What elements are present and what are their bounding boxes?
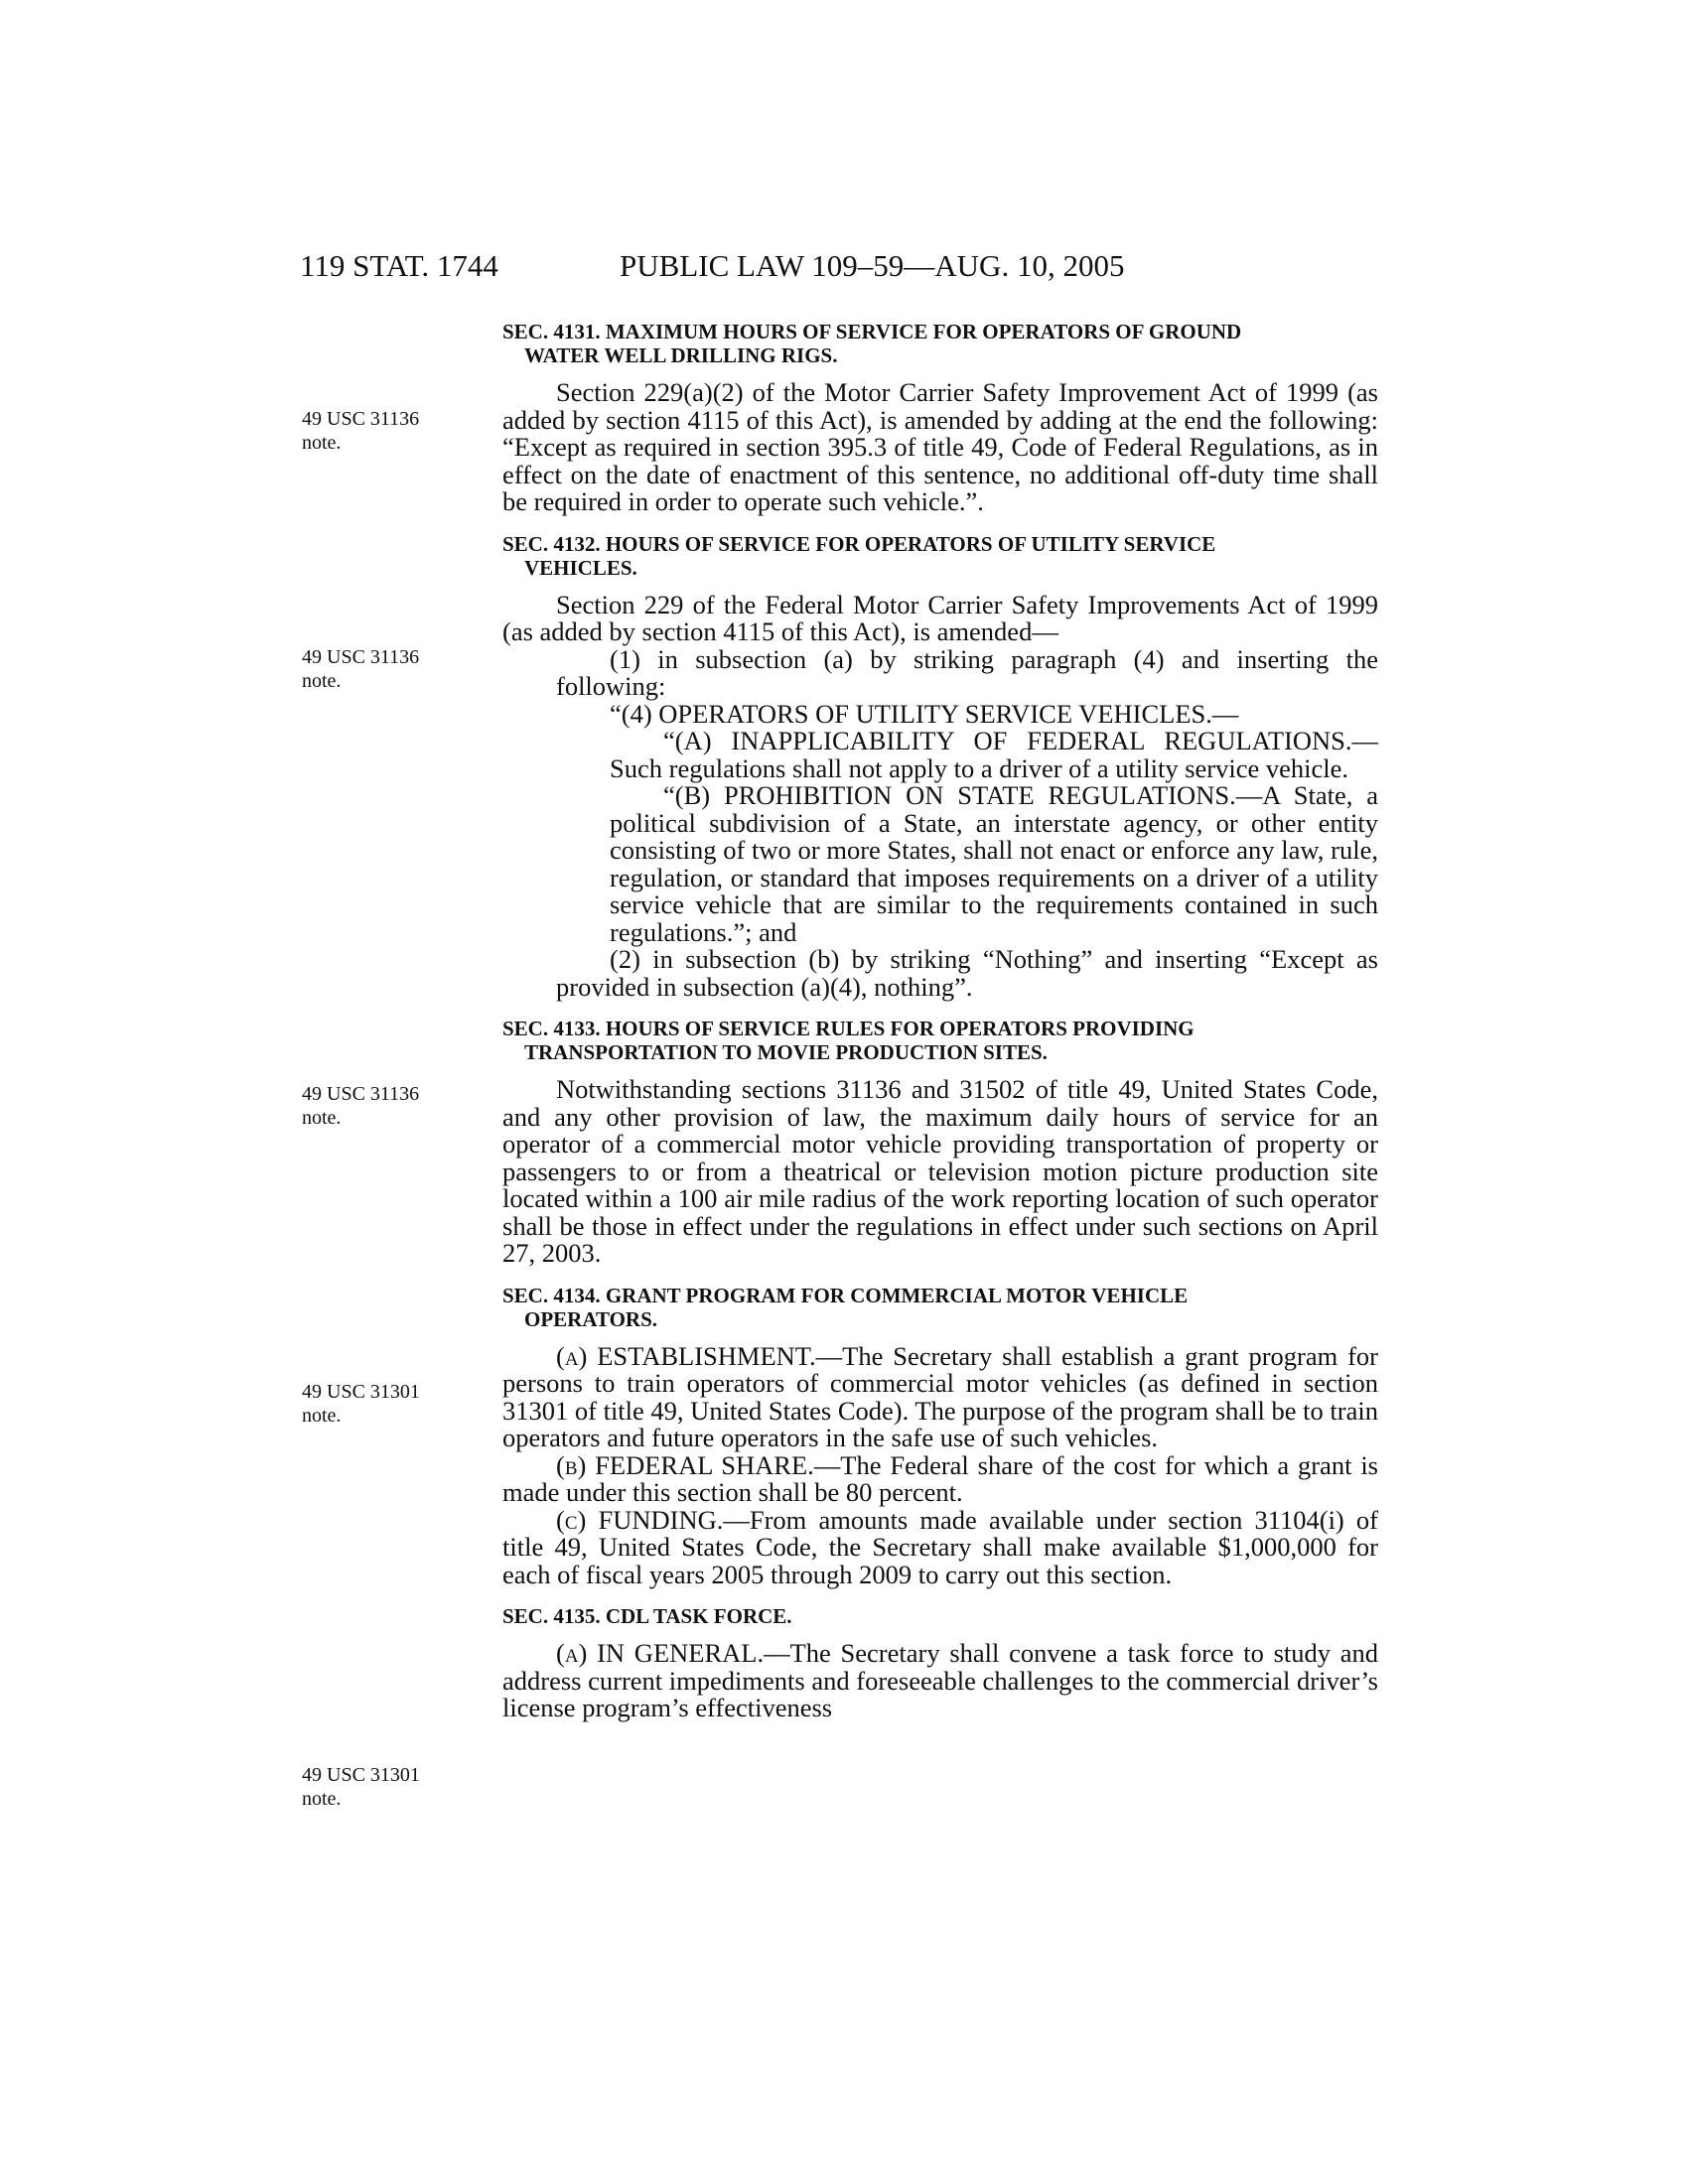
section-4134-subsection-b: (b) FEDERAL SHARE.—The Federal share of the cost for which a grant is made under this section shall be 80 percent. <box>502 1449 1378 1507</box>
section-heading-4131: SEC. 4131. MAXIMUM HOURS OF SERVICE FOR OPERATORS OF GROUND WATER WELL DRILLING RIGS. <box>502 320 1242 367</box>
margin-note-citation: 49 USC 31301 <box>302 1764 420 1786</box>
section-4134-subsection-c: (c) FUNDING.—From amounts made available under section 31104(i) of title 49, United States Code, the Secretary shall make available $1,000,000 for each of fiscal years 2005 through 2009 to carry out this section. <box>502 1504 1378 1589</box>
margin-note-label: note. <box>302 670 342 692</box>
document-body <box>502 320 1378 1722</box>
section-4132-intro: Section 229 of the Federal Motor Carrier Safety Improvements Act of 1999 (as added by section 4115 of this Act), is amended— <box>502 589 1378 646</box>
margin-note <box>302 1082 471 1130</box>
margin-note-label: note. <box>302 1405 342 1427</box>
statute-page-reference: 119 STAT. 1744 <box>300 248 498 283</box>
law-title: PUBLIC LAW 109–59—AUG. 10, 2005 <box>620 248 1125 283</box>
section-4133-text: Notwithstanding sections 31136 and 31502 of title 49, United States Code, and any other provision of law, the maximum daily hours of service for an operator of a commercial motor vehicle providing transportation of property or passengers to or from a theatrical or television motion picture production site located within a 100 air mile radius of the work reporting location of such operator shall be those in effect under the regulations in effect under such sections on April 27, 2003. <box>502 1074 1378 1268</box>
section-4134-subsection-a: (a) ESTABLISHMENT.—The Secretary shall establish a grant program for persons to train operators of commercial motor vehicles (as defined in section 31301 of title 49, United States Code). The purpose of the program shall be to train operators and future operators in the safe use of such vehicles. <box>502 1340 1379 1452</box>
subparagraph-a: “(A) INAPPLICABILITY OF FEDERAL REGULATIONS.—Such regulations shall not apply to a driver of a utility service vehicle. <box>610 726 1378 783</box>
subparagraph-b: “(B) PROHIBITION ON STATE REGULATIONS.—A State, a political subdivision of a State, an interstate agency, or other entity consisting of two or more States, shall not enact or enforce any law, rule, regulation, or standard that imposes requirements on a driver of a utility service vehicle that are similar to the requirements contained in such regulations.”; and <box>610 780 1378 947</box>
margin-note-citation: 49 USC 31136 <box>302 408 420 430</box>
section-4135-subsection-a: (a) IN GENERAL.—The Secretary shall convene a task force to study and address current impediments and foreseeable challenges to the commercial driver’s license program’s effectiveness <box>502 1638 1378 1722</box>
section-heading-4135: SEC. 4135. CDL TASK FORCE. <box>502 1604 792 1628</box>
section-4132-item-1: (1) in subsection (a) by striking paragraph (4) and inserting the following: <box>556 643 1378 701</box>
section-4132-item-2: (2) in subsection (b) by striking “Nothing” and inserting “Except as provided in subsection (a)(4), nothing”. <box>556 944 1378 1002</box>
margin-note <box>302 1380 471 1428</box>
margin-note-label: note. <box>302 432 342 454</box>
page-header <box>300 246 1213 286</box>
section-heading-4133: SEC. 4133. HOURS OF SERVICE RULES FOR OPERATORS PROVIDING TRANSPORTATION TO MOVIE PRODUCTION SITES. <box>502 1017 1195 1064</box>
section-heading-4134: SEC. 4134. GRANT PROGRAM FOR COMMERCIAL MOTOR VEHICLE OPERATORS. <box>502 1283 1189 1331</box>
section-4131-text: Section 229(a)(2) of the Motor Carrier Safety Improvement Act of 1999 (as added by section 4115 of this Act), is amended by adding at the end the following: “Except as required in section 395.3 of title 49, Code of Federal Regulations, as in effect on the date of enactment of this sentence, no additional off-duty time shall be required in order to operate such vehicle.”. <box>502 377 1378 516</box>
margin-note <box>302 407 471 455</box>
margin-note-citation: 49 USC 31136 <box>302 1083 420 1105</box>
margin-note <box>302 1763 471 1811</box>
margin-note-citation: 49 USC 31136 <box>302 646 420 668</box>
margin-note <box>302 645 471 693</box>
margin-note-label: note. <box>302 1107 342 1129</box>
paragraph-4-heading: “(4) OPERATORS OF UTILITY SERVICE VEHICLES.— <box>610 698 1239 729</box>
margin-note-label: note. <box>302 1788 342 1810</box>
section-heading-4132: SEC. 4132. HOURS OF SERVICE FOR OPERATORS OF UTILITY SERVICE VEHICLES. <box>502 531 1216 580</box>
margin-note-citation: 49 USC 31301 <box>302 1381 420 1403</box>
